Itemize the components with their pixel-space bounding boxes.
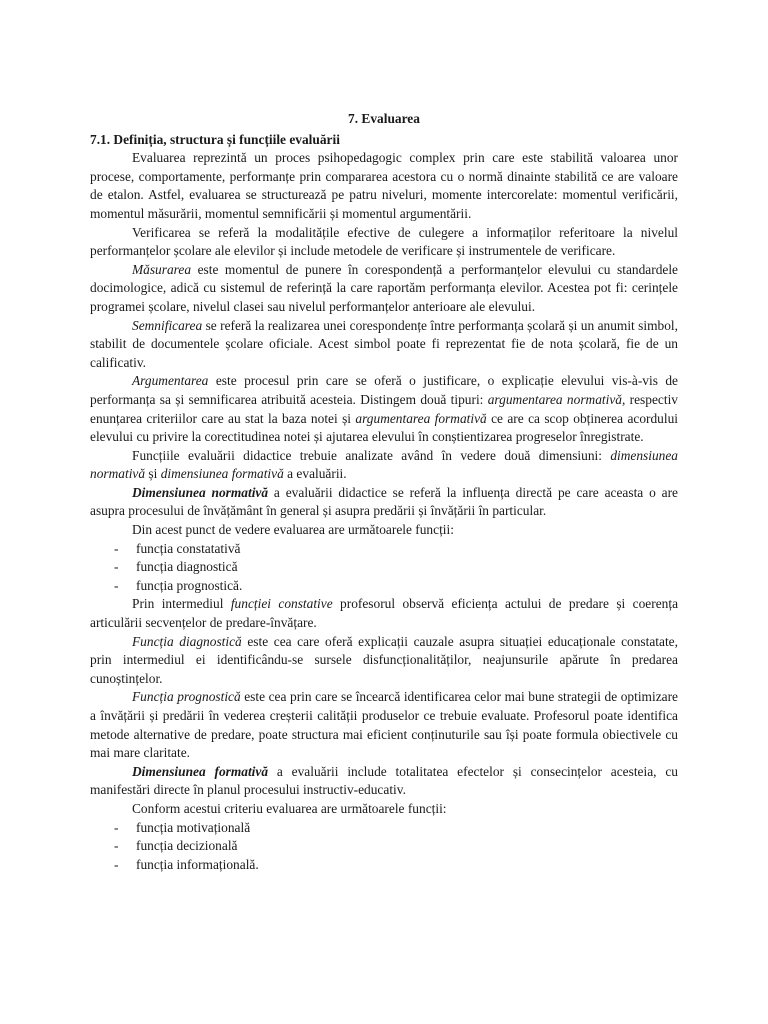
list-item: - funcția prognostică.: [114, 577, 243, 593]
paragraph-evaluarea: Evaluarea reprezintă un proces psihopedagogic complex prin care este stabilită valoarea unor procese, comportamente, performanțe prin compararea acestora cu o normă dinainte stabilită ce are valoare de etalon. Astfel, evaluarea se structurează pe patru niveluri, momente intercorelate: momentul verificării, momentul măsurării, momentul semnificării și momentul argumentării.: [90, 150, 678, 221]
term-argumentarea: Argumentarea: [132, 373, 209, 389]
paragraph-argumentarea: Argumentarea este procesul prin care se oferă o justificare, o explicație elevului vis-à-vis de performanța sa și semnificarea atribuită acesteia. Distingem două tipuri: argumentarea normativă, respectiv enunțarea criteriilor care au stat la baza notei și argumentarea formativă ce are ca scop obținerea acordului elevului cu privire la corectitudinea notei și ajutarea elevului în conștientizarea progreselor înregistrate.: [90, 373, 679, 445]
list-item: - funcția decizională: [114, 838, 238, 854]
section-heading: 7.1. Definiția, structura și funcțiile evaluării: [90, 131, 340, 147]
paragraph-dimensiunea-formativa: Dimensiunea formativă a evaluării include totalitatea efectelor și consecințelor acesteia, cu manifestări directe în planul procesului instructiv-educativ.: [90, 763, 678, 798]
term-argumentarea-formativa: argumentarea formativă: [355, 410, 487, 426]
function-list-1: [90, 540, 678, 596]
term-functia-prognostica: Funcția prognostică: [132, 689, 241, 705]
paragraph-verificarea: Verificarea se referă la modalitățile efective de culegere a informaților referitoare la nivelul performanțelor școlare ale elevilor și include metodele de verificare și instrumentele de verificare.: [90, 224, 678, 259]
term-bold-dimensiunea-formativa: Dimensiunea formativă: [132, 763, 269, 779]
paragraph-semnificarea: Semnificarea se referă la realizarea unei corespondențe între performanța școlară și un anumit simbol, stabilit de documentele școlare oficiale. Acest simbol poate fi reprezentat fie de nota școlară, fie de un calificativ.: [90, 317, 678, 370]
list-item: - funcția constatativă: [114, 540, 241, 556]
term-argumentarea-normativa: argumentarea normativă: [487, 391, 622, 407]
paragraph-functia-constatativa: Prin intermediul funcției constative profesorul observă eficiența actului de predare și coerența articulării secvențelor de predare-învățare.: [90, 596, 679, 631]
function-list-2: [90, 819, 678, 875]
term-functiei-constative: funcției constative: [230, 596, 333, 612]
term-functia-diagnostica: Funcția diagnostică: [132, 633, 242, 649]
term-dimensiunea-normativa: dimensiunea normativă: [90, 447, 678, 482]
term-dimensiunea-formativa: dimensiunea formativă: [160, 466, 284, 482]
paragraph-functia-diagnostica: Funcția diagnostică este cea care oferă explicații cauzale asupra situației educaționale constatate, prin intermediul ei identificându-se sursele disfuncționalităților, neajunsurile apărute în predarea cunoștințelor.: [90, 633, 678, 686]
paragraph-functii-intro-1: Din acest punct de vedere evaluarea are următoarele funcții:: [132, 522, 454, 538]
paragraph-masurarea: Măsurarea este momentul de punere în corespondență a performanțelor elevului cu standardele docimologice, adică cu sistemul de referință la care raportăm performanța elevilor. Acestea pot fi: cerințele programei școlare, nivelul clasei sau nivelul performanțelor anterioare ale elevului.: [90, 261, 678, 314]
paragraph-functii-intro-2: Conform acestui criteriu evaluarea are următoarele funcții:: [132, 800, 447, 816]
term-bold-dimensiunea-normativa: Dimensiunea normativă: [132, 484, 269, 500]
list-item: - funcția motivațională: [114, 819, 251, 835]
paragraph-functia-prognostica: Funcția prognostică este cea prin care se încearcă identificarea celor mai bune strategii de optimizare a învățării și predării în vederea creșterii calității produselor ce trebuie evaluate. Profesorul poate identifica metode alternative de predare, poate structura mai eficient conținuturile sau își poate formula obiectivele cu mai mare claritate.: [90, 689, 678, 761]
paragraph-functii-dimensiuni: Funcțiile evaluării didactice trebuie analizate având în vedere două dimensiuni: dimensiunea normativă și dimensiunea formativă a evaluării.: [90, 447, 678, 482]
term-masurarea: Măsurarea: [132, 261, 192, 277]
paragraph-dimensiunea-normativa: Dimensiunea normativă a evaluării didactice se referă la influența directă pe care aceasta o are asupra procesului de învățământ în general și asupra predării și învățării în particular.: [90, 484, 679, 519]
list-item: - funcția informațională.: [114, 856, 259, 872]
list-item: - funcția diagnostică: [114, 559, 238, 575]
chapter-title: 7. Evaluarea: [348, 111, 420, 126]
term-semnificarea: Semnificarea: [132, 317, 203, 333]
document-body: [90, 110, 678, 874]
